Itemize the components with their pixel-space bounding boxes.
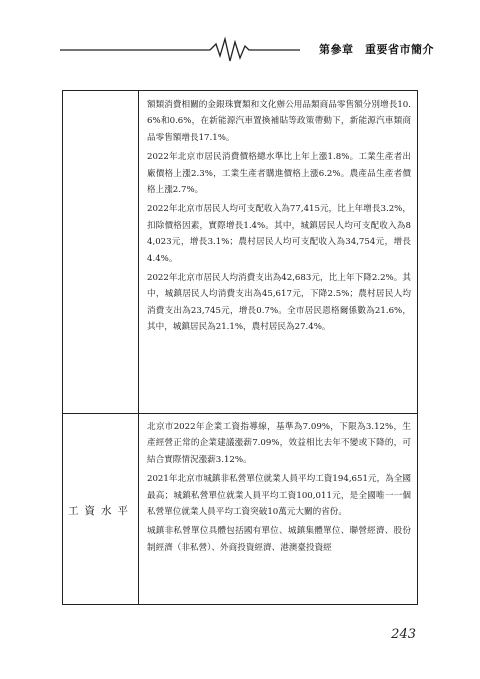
- paragraph: 2022年北京市居民人均消費支出為42,683元，比上年下降2.2%。其中，城鎮居民人均消費支出為45,617元，下降2.5%；農村居民人均消費支出為23,745元，增長0.7%。全市居民恩格爾係數為21.6%，其中，城鎮居民為21.1%，農村居民為27.4%。: [147, 273, 411, 333]
- table-row-consumption-content: [147, 97, 411, 339]
- paragraph: 城鎮非私營單位具體包括國有單位、城鎮集體單位、聯營經濟、股份制經濟（非私營）、外商投資經濟、港澳臺投資經: [147, 526, 411, 553]
- paragraph: 額類消費相關的金銀珠寶類和文化辦公用品類商品零售額分別增長10.6%和0.6%，在新能源汽車置換補貼等政策帶動下，新能源汽車類商品零售額增長17.1%。: [147, 100, 411, 143]
- paragraph: 北京市2022年企業工資指導線，基準為7.09%，下限為3.12%，生產經營正常的企業建議漲薪7.09%，效益相比去年不變或下降的，可結合實際情況漲薪3.12%。: [147, 422, 411, 465]
- chapter-title: 第參章 重要省市簡介: [309, 41, 440, 58]
- label-column: [63, 91, 139, 604]
- page-header: [60, 36, 440, 64]
- paragraph: 2022年北京市居民消費價格總水準比上年上漲1.8%。工業生產者出廠價格上漲2.3%，工業生產者購進價格上漲6.2%。農產品生產者價格上漲2.7%。: [147, 152, 411, 196]
- table-row-wage-content: [147, 419, 411, 559]
- paragraph: 2022年北京市居民人均可支配收入為77,415元，比上年增長3.2%，扣除價格因素，實際增長1.4%。其中，城鎮居民人均可支配收入為84,023元，增長3.1%；農村居民人均可支配收入為34,754元，增長4.4%。: [147, 204, 411, 264]
- paragraph: 2021年北京市城鎮非私營單位就業人員平均工資194,651元，為全國最高；城鎮私營單位就業人員平均工資100,011元，是全國唯一一個私營單位就業人員平均工資突破10萬元大關的省份。: [147, 474, 411, 518]
- row-label-wage-level: 工資水平: [68, 505, 134, 517]
- info-table: [62, 90, 418, 605]
- row-divider: [63, 413, 417, 414]
- page-number: 243: [391, 627, 416, 642]
